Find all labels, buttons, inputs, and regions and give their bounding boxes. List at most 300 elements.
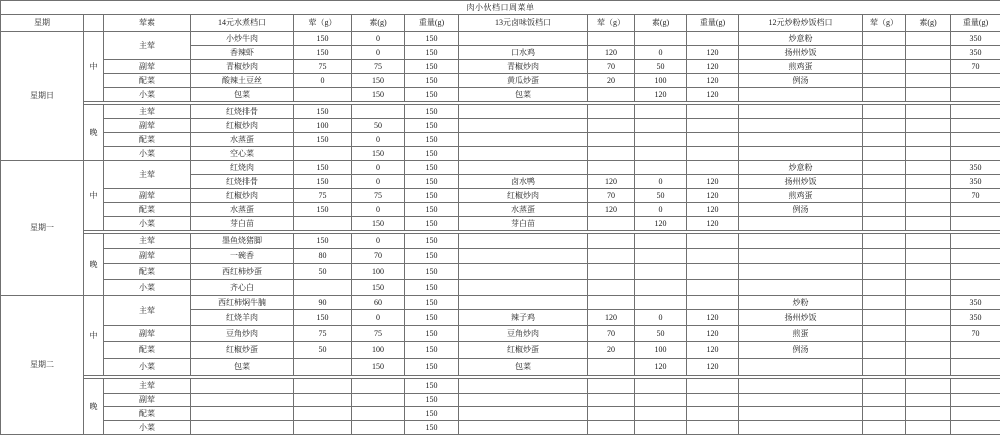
shuizhu-dish: 香辣虾 xyxy=(191,46,294,60)
shuizhu-weight-g: 150 xyxy=(405,105,459,119)
shuizhu-veg-g: 100 xyxy=(352,264,405,280)
chaofan-dish xyxy=(739,407,863,421)
luwei-veg-g: 0 xyxy=(635,310,687,326)
chaofan-weight-g xyxy=(951,203,1000,217)
chaofan-veg-g xyxy=(906,32,951,46)
dish-type: 副荤 xyxy=(104,326,191,342)
shuizhu-veg-g: 75 xyxy=(352,60,405,74)
shuizhu-dish: 一碗香 xyxy=(191,249,294,264)
menu-row xyxy=(1,249,1000,264)
luwei-dish xyxy=(459,32,588,46)
chaofan-dish: 煎鸡蛋 xyxy=(739,60,863,74)
chaofan-meat-g xyxy=(863,234,906,249)
shuizhu-weight-g: 150 xyxy=(405,175,459,189)
shuizhu-weight-g: 150 xyxy=(405,133,459,147)
chaofan-meat-g xyxy=(863,105,906,119)
shuizhu-weight-g: 150 xyxy=(405,189,459,203)
chaofan-weight-g xyxy=(951,379,1000,394)
chaofan-veg-g xyxy=(906,421,951,435)
shuizhu-meat-g xyxy=(294,280,352,296)
chaofan-meat-g xyxy=(863,189,906,203)
chaofan-dish: 扬州炒饭 xyxy=(739,175,863,189)
shuizhu-veg-g: 100 xyxy=(352,342,405,359)
chaofan-veg-g xyxy=(906,161,951,175)
menu-row xyxy=(1,264,1000,280)
header-row xyxy=(1,15,1000,32)
chaofan-veg-g xyxy=(906,60,951,74)
dish-type: 主荤 xyxy=(104,32,191,60)
chaofan-meat-g xyxy=(863,394,906,407)
shuizhu-veg-g: 75 xyxy=(352,189,405,203)
chaofan-weight-g xyxy=(951,394,1000,407)
dish-type: 小菜 xyxy=(104,217,191,231)
shuizhu-dish: 包菜 xyxy=(191,359,294,376)
header-chaofan-weight-g: 重量(g) xyxy=(951,15,1000,32)
chaofan-dish: 煎鸡蛋 xyxy=(739,189,863,203)
shuizhu-weight-g: 150 xyxy=(405,60,459,74)
chaofan-veg-g xyxy=(906,359,951,376)
chaofan-weight-g: 350 xyxy=(951,46,1000,60)
shuizhu-dish: 芽白苗 xyxy=(191,217,294,231)
luwei-veg-g xyxy=(635,249,687,264)
menu-row xyxy=(1,342,1000,359)
chaofan-veg-g xyxy=(906,249,951,264)
menu-row xyxy=(1,296,1000,310)
luwei-weight-g xyxy=(687,105,739,119)
menu-row xyxy=(1,379,1000,394)
chaofan-veg-g xyxy=(906,203,951,217)
luwei-dish xyxy=(459,161,588,175)
menu-row xyxy=(1,60,1000,74)
shuizhu-meat-g: 150 xyxy=(294,234,352,249)
chaofan-meat-g xyxy=(863,60,906,74)
shuizhu-dish: 红烧羊肉 xyxy=(191,310,294,326)
luwei-meat-g: 120 xyxy=(588,203,635,217)
chaofan-veg-g xyxy=(906,407,951,421)
chaofan-dish: 炒意粉 xyxy=(739,32,863,46)
dish-type: 小菜 xyxy=(104,88,191,102)
chaofan-meat-g xyxy=(863,379,906,394)
shuizhu-meat-g: 75 xyxy=(294,189,352,203)
shuizhu-weight-g: 150 xyxy=(405,217,459,231)
dish-type: 配菜 xyxy=(104,203,191,217)
luwei-weight-g: 120 xyxy=(687,359,739,376)
luwei-dish: 卤水鸭 xyxy=(459,175,588,189)
shuizhu-meat-g xyxy=(294,88,352,102)
luwei-weight-g xyxy=(687,280,739,296)
chaofan-dish xyxy=(739,249,863,264)
luwei-dish xyxy=(459,379,588,394)
menu-row xyxy=(1,394,1000,407)
chaofan-veg-g xyxy=(906,175,951,189)
chaofan-meat-g xyxy=(863,203,906,217)
chaofan-weight-g xyxy=(951,421,1000,435)
chaofan-meat-g xyxy=(863,249,906,264)
chaofan-dish: 扬州炒饭 xyxy=(739,46,863,60)
shuizhu-veg-g xyxy=(352,379,405,394)
chaofan-veg-g xyxy=(906,189,951,203)
header-luwei-meat-g: 荤（g） xyxy=(588,15,635,32)
luwei-dish xyxy=(459,234,588,249)
dish-type: 副荤 xyxy=(104,189,191,203)
luwei-weight-g: 120 xyxy=(687,326,739,342)
luwei-veg-g xyxy=(635,133,687,147)
shuizhu-weight-g: 150 xyxy=(405,310,459,326)
shuizhu-veg-g xyxy=(352,421,405,435)
shuizhu-meat-g: 150 xyxy=(294,105,352,119)
shuizhu-meat-g xyxy=(294,359,352,376)
shuizhu-veg-g: 150 xyxy=(352,217,405,231)
menu-row xyxy=(1,119,1000,133)
luwei-veg-g xyxy=(635,407,687,421)
chaofan-dish xyxy=(739,359,863,376)
luwei-meat-g xyxy=(588,421,635,435)
luwei-meat-g xyxy=(588,105,635,119)
chaofan-weight-g xyxy=(951,74,1000,88)
luwei-meat-g: 70 xyxy=(588,189,635,203)
shuizhu-veg-g: 70 xyxy=(352,249,405,264)
dish-type: 配菜 xyxy=(104,133,191,147)
dish-type: 小菜 xyxy=(104,147,191,161)
luwei-veg-g xyxy=(635,379,687,394)
chaofan-dish: 炒意粉 xyxy=(739,161,863,175)
dish-type: 配菜 xyxy=(104,407,191,421)
menu-row xyxy=(1,161,1000,175)
menu-row xyxy=(1,326,1000,342)
dish-type: 主荤 xyxy=(104,296,191,326)
luwei-dish: 包菜 xyxy=(459,88,588,102)
luwei-veg-g xyxy=(635,264,687,280)
luwei-veg-g: 50 xyxy=(635,60,687,74)
luwei-meat-g xyxy=(588,264,635,280)
dish-type: 配菜 xyxy=(104,74,191,88)
shuizhu-dish: 红椒炒蛋 xyxy=(191,342,294,359)
chaofan-meat-g xyxy=(863,32,906,46)
shuizhu-meat-g xyxy=(294,421,352,435)
luwei-dish xyxy=(459,280,588,296)
chaofan-veg-g xyxy=(906,88,951,102)
luwei-meat-g: 120 xyxy=(588,46,635,60)
luwei-meat-g xyxy=(588,88,635,102)
luwei-meat-g: 70 xyxy=(588,326,635,342)
menu-row xyxy=(1,189,1000,203)
luwei-meat-g xyxy=(588,394,635,407)
luwei-veg-g: 0 xyxy=(635,175,687,189)
chaofan-meat-g xyxy=(863,342,906,359)
shuizhu-dish: 红椒炒肉 xyxy=(191,119,294,133)
luwei-meat-g xyxy=(588,359,635,376)
menu-row xyxy=(1,421,1000,435)
luwei-weight-g: 120 xyxy=(687,310,739,326)
dish-type: 副荤 xyxy=(104,60,191,74)
luwei-dish: 红椒炒肉 xyxy=(459,189,588,203)
dish-type: 副荤 xyxy=(104,249,191,264)
menu-row xyxy=(1,234,1000,249)
luwei-meat-g: 70 xyxy=(588,60,635,74)
shuizhu-veg-g: 0 xyxy=(352,310,405,326)
chaofan-meat-g xyxy=(863,310,906,326)
luwei-veg-g: 120 xyxy=(635,359,687,376)
shuizhu-dish: 小炒牛肉 xyxy=(191,32,294,46)
dish-type: 配菜 xyxy=(104,264,191,280)
luwei-weight-g xyxy=(687,161,739,175)
dish-type: 小菜 xyxy=(104,280,191,296)
luwei-veg-g: 100 xyxy=(635,342,687,359)
shuizhu-veg-g: 0 xyxy=(352,133,405,147)
shuizhu-veg-g: 150 xyxy=(352,74,405,88)
shuizhu-veg-g: 0 xyxy=(352,203,405,217)
menu-row xyxy=(1,105,1000,119)
luwei-weight-g: 120 xyxy=(687,217,739,231)
luwei-veg-g: 50 xyxy=(635,326,687,342)
chaofan-weight-g xyxy=(951,147,1000,161)
chaofan-veg-g xyxy=(906,234,951,249)
shuizhu-weight-g: 150 xyxy=(405,234,459,249)
luwei-meat-g: 20 xyxy=(588,342,635,359)
luwei-meat-g xyxy=(588,161,635,175)
luwei-meat-g xyxy=(588,296,635,310)
menu-row xyxy=(1,203,1000,217)
chaofan-veg-g xyxy=(906,310,951,326)
header-chaofan-stall: 12元炒粉炒饭档口 xyxy=(739,15,863,32)
chaofan-meat-g xyxy=(863,133,906,147)
meal-label: 中 xyxy=(84,161,104,231)
luwei-weight-g: 120 xyxy=(687,342,739,359)
shuizhu-dish: 水蒸蛋 xyxy=(191,133,294,147)
meal-label: 中 xyxy=(84,32,104,102)
chaofan-dish xyxy=(739,379,863,394)
day-label: 星期一 xyxy=(1,161,84,296)
luwei-veg-g xyxy=(635,119,687,133)
chaofan-veg-g xyxy=(906,326,951,342)
menu-row xyxy=(1,74,1000,88)
shuizhu-weight-g: 150 xyxy=(405,280,459,296)
luwei-weight-g: 120 xyxy=(687,175,739,189)
shuizhu-meat-g: 100 xyxy=(294,119,352,133)
dish-type: 副荤 xyxy=(104,119,191,133)
chaofan-meat-g xyxy=(863,175,906,189)
chaofan-meat-g xyxy=(863,161,906,175)
luwei-meat-g xyxy=(588,407,635,421)
luwei-meat-g xyxy=(588,217,635,231)
shuizhu-veg-g: 50 xyxy=(352,119,405,133)
dish-type: 小菜 xyxy=(104,359,191,376)
chaofan-dish xyxy=(739,88,863,102)
luwei-veg-g: 50 xyxy=(635,189,687,203)
dish-type: 配菜 xyxy=(104,342,191,359)
luwei-dish: 包菜 xyxy=(459,359,588,376)
luwei-meat-g xyxy=(588,379,635,394)
chaofan-dish xyxy=(739,421,863,435)
header-dish-type: 荤素 xyxy=(104,15,191,32)
luwei-meat-g xyxy=(588,147,635,161)
shuizhu-dish: 空心菜 xyxy=(191,147,294,161)
chaofan-weight-g: 350 xyxy=(951,175,1000,189)
menu-row xyxy=(1,407,1000,421)
shuizhu-dish xyxy=(191,394,294,407)
shuizhu-veg-g: 60 xyxy=(352,296,405,310)
shuizhu-weight-g: 150 xyxy=(405,326,459,342)
header-shuizhu-meat-g: 荤（g） xyxy=(294,15,352,32)
shuizhu-meat-g: 50 xyxy=(294,264,352,280)
chaofan-meat-g xyxy=(863,326,906,342)
shuizhu-meat-g xyxy=(294,407,352,421)
chaofan-weight-g xyxy=(951,407,1000,421)
menu-row xyxy=(1,133,1000,147)
chaofan-dish xyxy=(739,133,863,147)
shuizhu-meat-g xyxy=(294,379,352,394)
luwei-dish: 芽白苗 xyxy=(459,217,588,231)
shuizhu-weight-g: 150 xyxy=(405,379,459,394)
shuizhu-veg-g: 150 xyxy=(352,359,405,376)
luwei-veg-g xyxy=(635,280,687,296)
luwei-dish: 口水鸡 xyxy=(459,46,588,60)
dish-type: 主荤 xyxy=(104,234,191,249)
shuizhu-veg-g: 0 xyxy=(352,175,405,189)
luwei-veg-g xyxy=(635,394,687,407)
chaofan-weight-g xyxy=(951,88,1000,102)
chaofan-veg-g xyxy=(906,46,951,60)
chaofan-meat-g xyxy=(863,46,906,60)
shuizhu-veg-g: 150 xyxy=(352,280,405,296)
shuizhu-meat-g: 150 xyxy=(294,46,352,60)
shuizhu-meat-g xyxy=(294,147,352,161)
shuizhu-weight-g: 150 xyxy=(405,342,459,359)
luwei-veg-g xyxy=(635,421,687,435)
chaofan-veg-g xyxy=(906,379,951,394)
chaofan-dish xyxy=(739,234,863,249)
luwei-veg-g: 0 xyxy=(635,203,687,217)
luwei-weight-g: 120 xyxy=(687,60,739,74)
luwei-meat-g: 120 xyxy=(588,175,635,189)
chaofan-veg-g xyxy=(906,296,951,310)
shuizhu-meat-g xyxy=(294,217,352,231)
chaofan-meat-g xyxy=(863,119,906,133)
dish-type: 小菜 xyxy=(104,421,191,435)
luwei-meat-g xyxy=(588,119,635,133)
luwei-weight-g xyxy=(687,296,739,310)
shuizhu-weight-g: 150 xyxy=(405,119,459,133)
luwei-veg-g xyxy=(635,147,687,161)
shuizhu-meat-g: 0 xyxy=(294,74,352,88)
menu-title: 肉小伙档口周菜单 xyxy=(1,1,1000,15)
meal-label: 晚 xyxy=(84,105,104,161)
chaofan-veg-g xyxy=(906,133,951,147)
luwei-veg-g xyxy=(635,105,687,119)
chaofan-veg-g xyxy=(906,342,951,359)
chaofan-veg-g xyxy=(906,217,951,231)
shuizhu-weight-g: 150 xyxy=(405,88,459,102)
luwei-weight-g: 120 xyxy=(687,88,739,102)
chaofan-weight-g: 350 xyxy=(951,310,1000,326)
header-shuizhu-veg-g: 素(g) xyxy=(352,15,405,32)
chaofan-weight-g: 350 xyxy=(951,161,1000,175)
meal-label: 晚 xyxy=(84,234,104,296)
day-label: 星期二 xyxy=(1,296,84,435)
luwei-weight-g xyxy=(687,147,739,161)
shuizhu-dish: 红烧排骨 xyxy=(191,175,294,189)
shuizhu-dish: 豆角炒肉 xyxy=(191,326,294,342)
luwei-veg-g xyxy=(635,32,687,46)
chaofan-veg-g xyxy=(906,280,951,296)
chaofan-dish xyxy=(739,105,863,119)
shuizhu-dish: 红椒炒肉 xyxy=(191,189,294,203)
luwei-dish xyxy=(459,296,588,310)
shuizhu-veg-g xyxy=(352,105,405,119)
luwei-weight-g xyxy=(687,249,739,264)
shuizhu-meat-g: 80 xyxy=(294,249,352,264)
luwei-weight-g xyxy=(687,234,739,249)
luwei-veg-g: 120 xyxy=(635,217,687,231)
menu-row xyxy=(1,280,1000,296)
chaofan-meat-g xyxy=(863,74,906,88)
chaofan-veg-g xyxy=(906,74,951,88)
luwei-dish xyxy=(459,421,588,435)
chaofan-weight-g xyxy=(951,342,1000,359)
shuizhu-meat-g xyxy=(294,394,352,407)
shuizhu-meat-g: 150 xyxy=(294,133,352,147)
header-luwei-weight-g: 重量(g) xyxy=(687,15,739,32)
luwei-veg-g xyxy=(635,234,687,249)
shuizhu-meat-g: 150 xyxy=(294,175,352,189)
luwei-dish: 辣子鸡 xyxy=(459,310,588,326)
shuizhu-veg-g: 0 xyxy=(352,32,405,46)
header-luwei-veg-g: 素(g) xyxy=(635,15,687,32)
shuizhu-meat-g: 150 xyxy=(294,32,352,46)
chaofan-veg-g xyxy=(906,119,951,133)
luwei-dish xyxy=(459,133,588,147)
header-chaofan-veg-g: 素(g) xyxy=(906,15,951,32)
shuizhu-meat-g: 150 xyxy=(294,310,352,326)
chaofan-weight-g: 350 xyxy=(951,296,1000,310)
shuizhu-veg-g xyxy=(352,407,405,421)
shuizhu-meat-g: 150 xyxy=(294,161,352,175)
luwei-dish xyxy=(459,394,588,407)
chaofan-veg-g xyxy=(906,147,951,161)
luwei-weight-g: 120 xyxy=(687,189,739,203)
chaofan-meat-g xyxy=(863,280,906,296)
luwei-weight-g xyxy=(687,421,739,435)
chaofan-veg-g xyxy=(906,105,951,119)
chaofan-dish: 例汤 xyxy=(739,74,863,88)
menu-row xyxy=(1,32,1000,46)
chaofan-dish xyxy=(739,217,863,231)
chaofan-dish xyxy=(739,264,863,280)
chaofan-meat-g xyxy=(863,147,906,161)
luwei-weight-g xyxy=(687,133,739,147)
chaofan-weight-g xyxy=(951,105,1000,119)
chaofan-veg-g xyxy=(906,264,951,280)
chaofan-dish xyxy=(739,280,863,296)
chaofan-weight-g xyxy=(951,119,1000,133)
chaofan-weight-g xyxy=(951,280,1000,296)
chaofan-dish: 扬州炒饭 xyxy=(739,310,863,326)
chaofan-weight-g: 70 xyxy=(951,60,1000,74)
chaofan-dish xyxy=(739,147,863,161)
chaofan-meat-g xyxy=(863,359,906,376)
shuizhu-weight-g: 150 xyxy=(405,264,459,280)
chaofan-meat-g xyxy=(863,264,906,280)
chaofan-weight-g: 70 xyxy=(951,189,1000,203)
chaofan-dish: 炒粉 xyxy=(739,296,863,310)
chaofan-meat-g xyxy=(863,217,906,231)
shuizhu-meat-g: 150 xyxy=(294,203,352,217)
shuizhu-dish: 齐心白 xyxy=(191,280,294,296)
menu-row xyxy=(1,359,1000,376)
shuizhu-weight-g: 150 xyxy=(405,32,459,46)
luwei-dish: 青椒炒肉 xyxy=(459,60,588,74)
menu-row xyxy=(1,88,1000,102)
